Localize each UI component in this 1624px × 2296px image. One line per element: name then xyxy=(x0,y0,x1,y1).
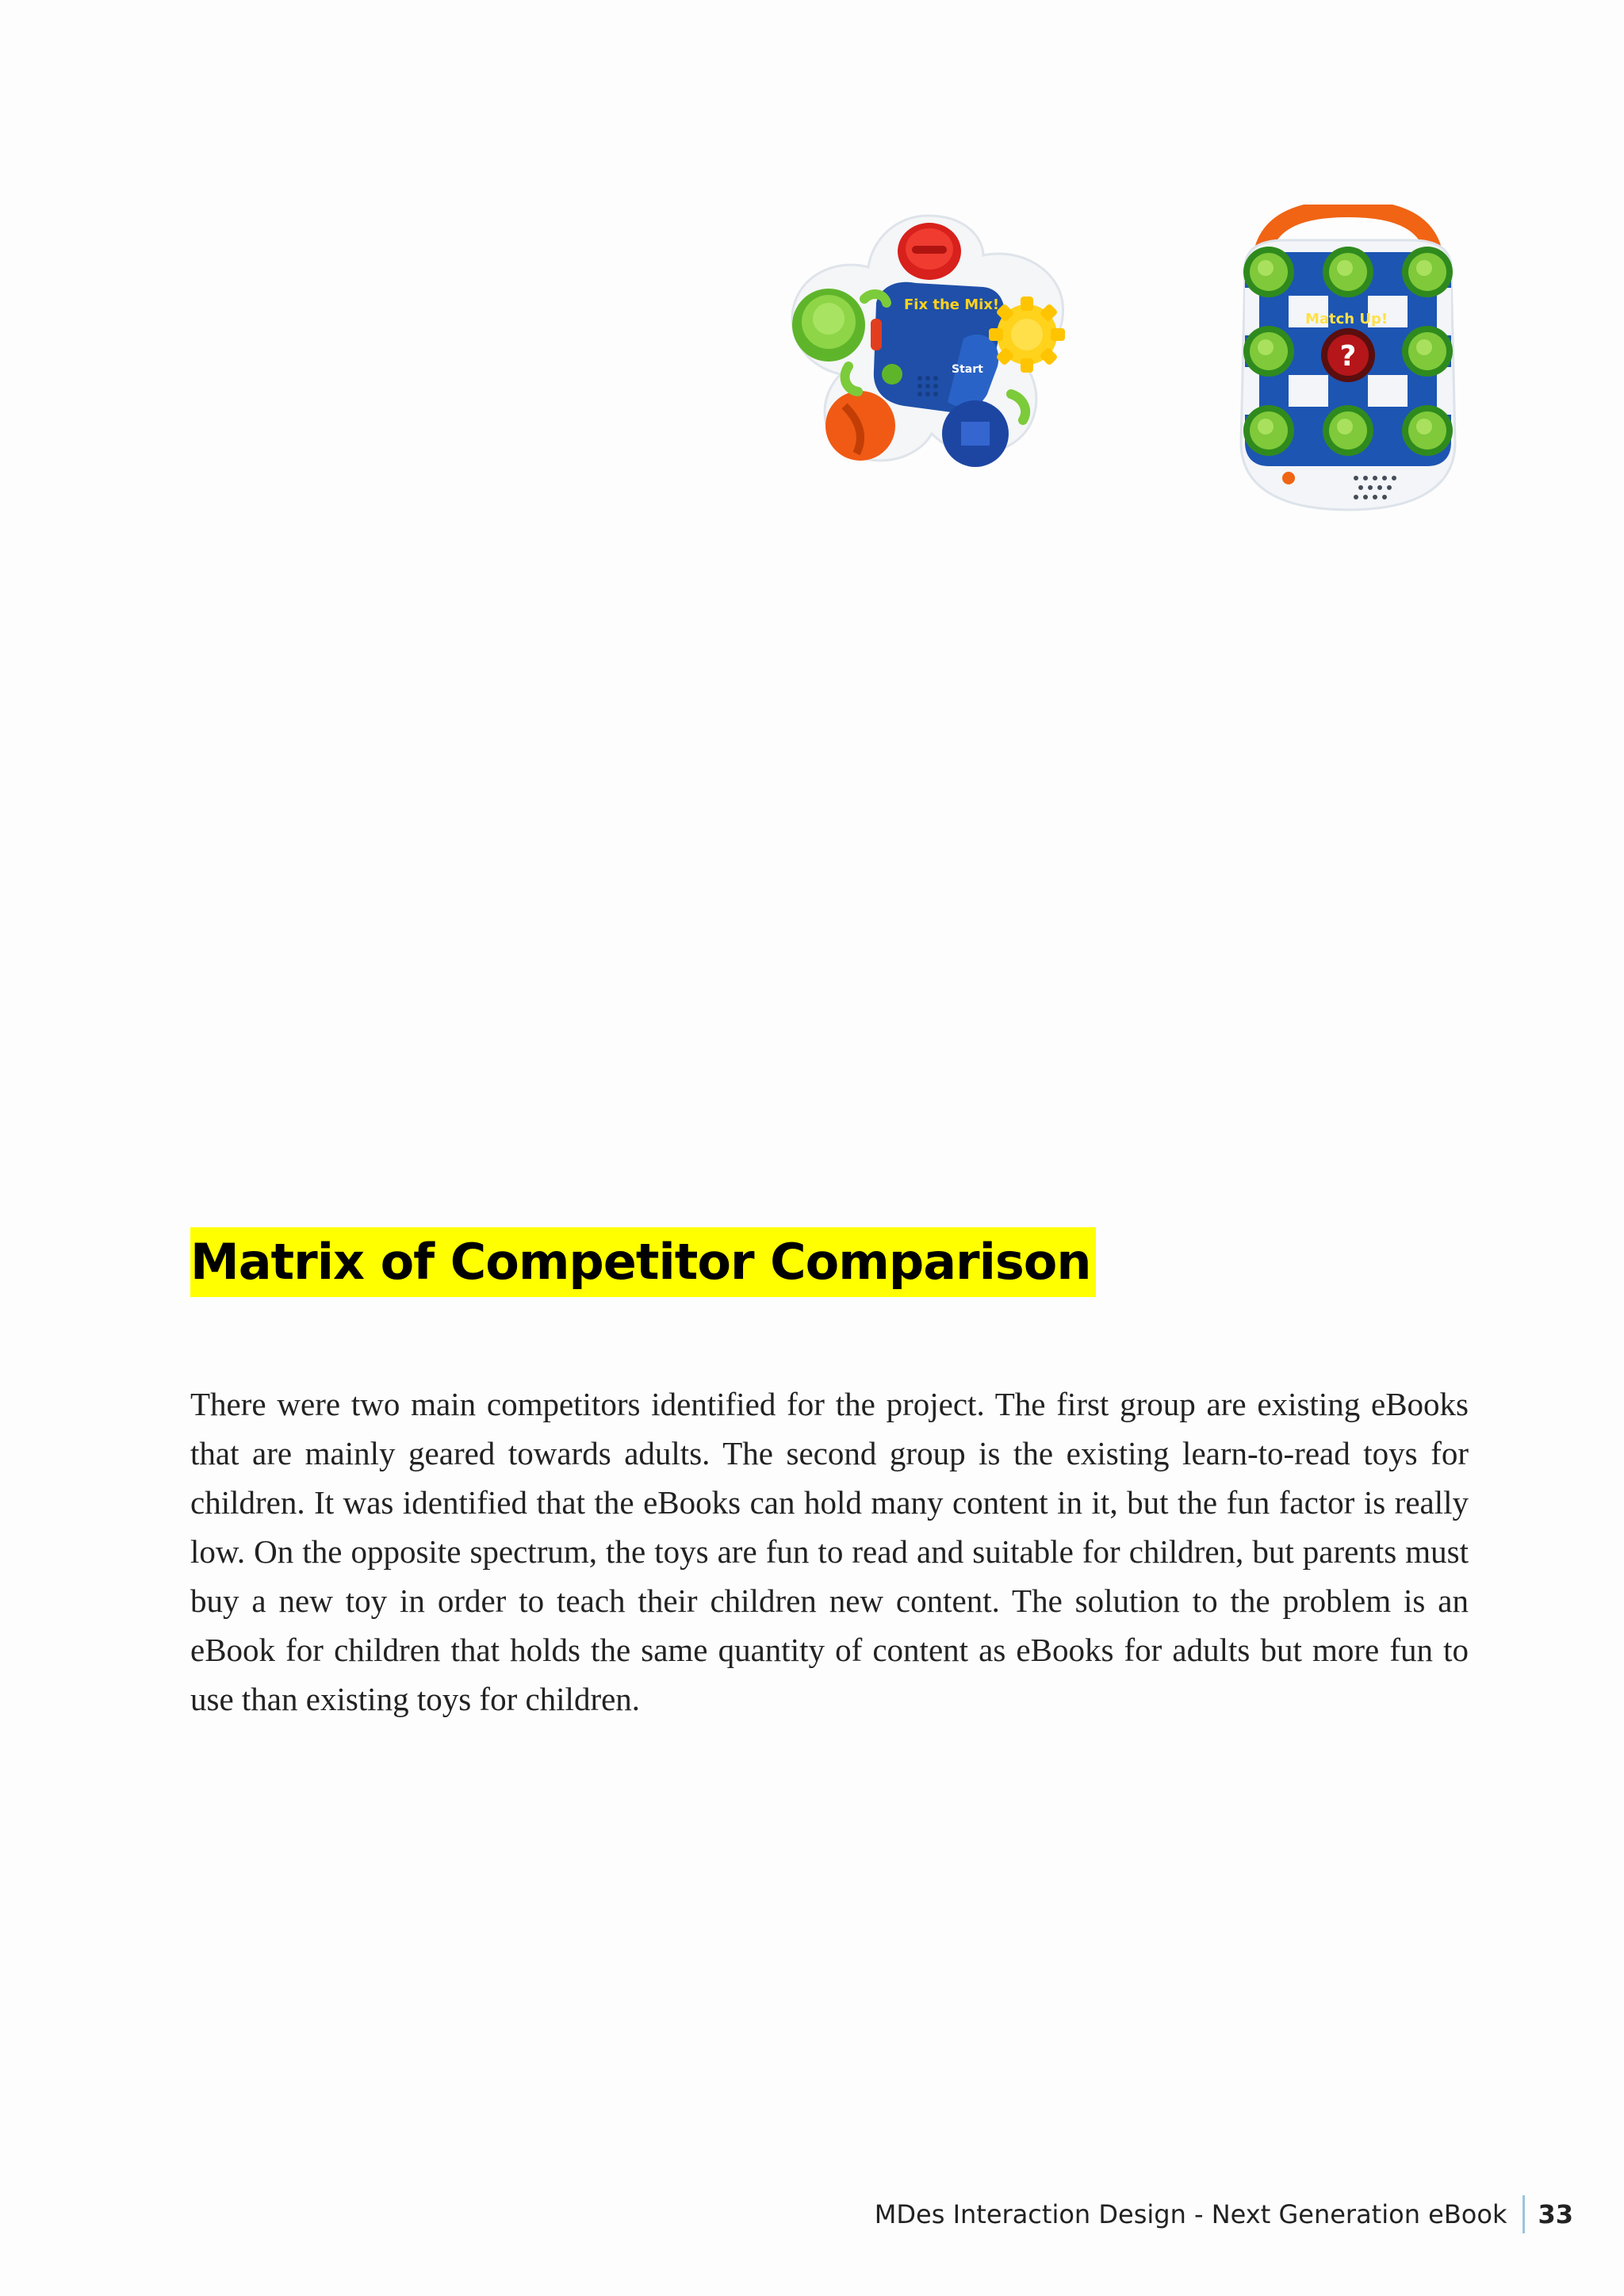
toy-left-label: Fix the Mix! xyxy=(904,297,1000,313)
page-footer xyxy=(875,2195,1573,2234)
section-heading: Matrix of Competitor Comparison xyxy=(190,1233,1091,1291)
footer-title: MDes Interaction Design - Next Generation eBook xyxy=(874,2199,1507,2229)
toy-left-start-label: Start xyxy=(952,363,983,376)
match-up-toy-image xyxy=(1213,205,1483,522)
body-paragraph: There were two main competitors identified for the project. The first group are existing eBooks that are mainly geared towards adults. The second group is the existing learn-to-read toys for children. It was identified that the eBooks can hold many content in it, but the fun factor is really low. On the opposite spectrum, the toys are fun to read and suitable for children, but parents must buy a new toy in order to teach their children new content. The solution to the problem is an eBook for children that holds the same quantity of content as eBooks for adults but more fun to use than existing toys for children. xyxy=(190,1386,1469,1717)
page-number: 33 xyxy=(1538,2199,1573,2229)
footer-divider xyxy=(1522,2195,1525,2233)
toy-right-label: Match Up! xyxy=(1304,311,1388,327)
fix-it-mix-it-toy-image xyxy=(785,208,1071,481)
svg-text:?: ? xyxy=(1339,340,1357,373)
heading-highlight xyxy=(190,1227,1096,1297)
